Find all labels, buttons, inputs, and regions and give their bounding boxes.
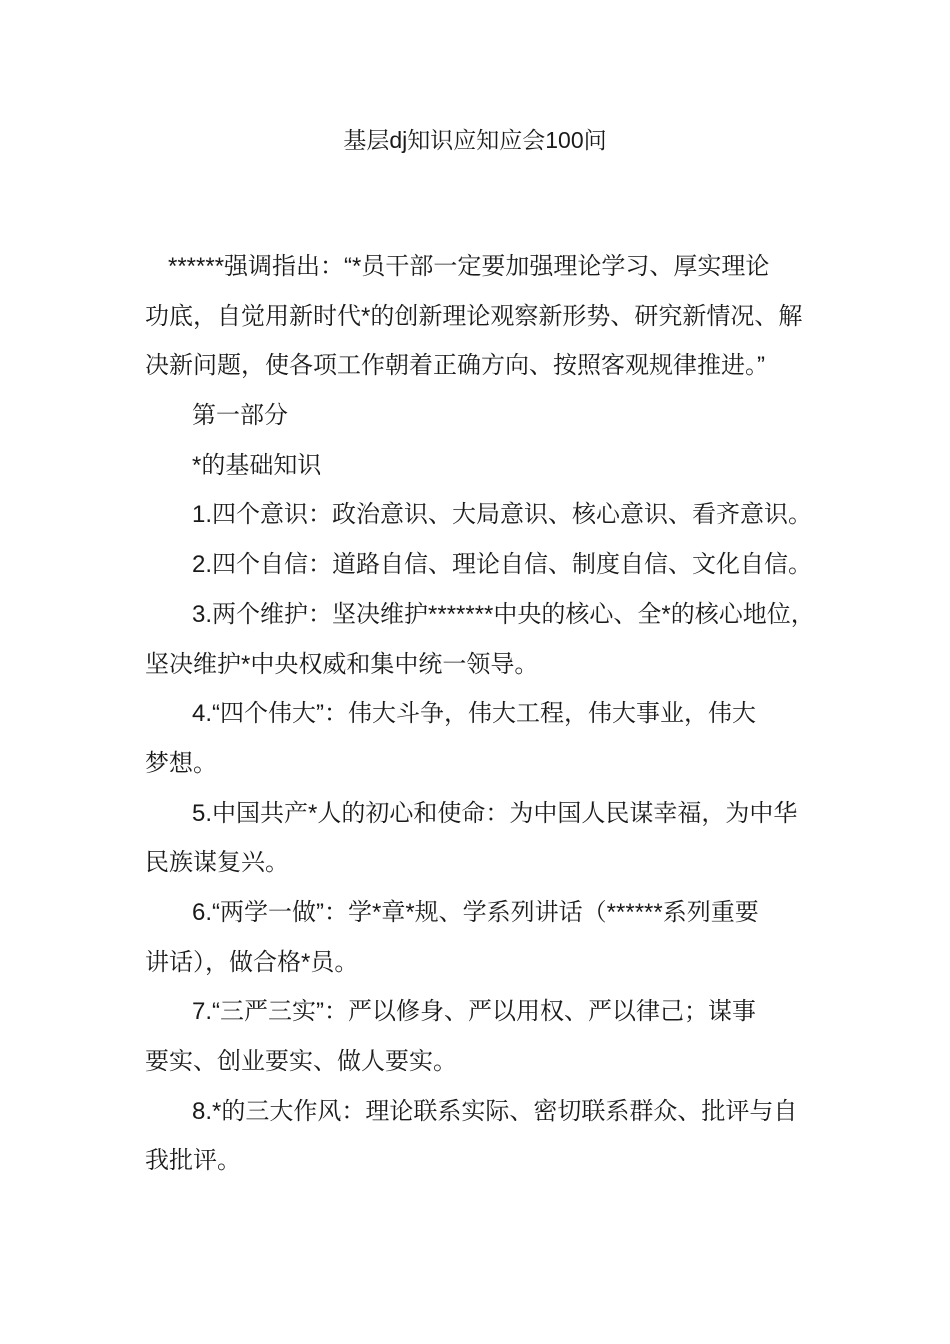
paragraph-line: 6.“两学一做”：学*章*规、学系列讲话（******系列重要	[192, 898, 759, 926]
paragraph	[145, 540, 825, 590]
paragraph	[145, 1087, 825, 1186]
paragraph-line: 2.四个自信：道路自信、理论自信、制度自信、文化自信。	[192, 551, 813, 579]
paragraph-line: 民族谋复兴。	[145, 849, 289, 877]
paragraph-line: 5.中国共产*人的初心和使命：为中国人民谋幸福，为中华	[192, 799, 798, 827]
paragraph-line: 我批评。	[145, 1147, 241, 1175]
paragraph-line: 要实、创业要实、做人要实。	[145, 1048, 457, 1075]
document-body	[145, 242, 825, 1186]
paragraph	[145, 391, 825, 441]
paragraph-line: *的基础知识	[192, 451, 322, 479]
paragraph	[145, 242, 825, 391]
paragraph-line: 第一部分	[192, 402, 288, 430]
paragraph-line: 功底，自觉用新时代*的创新理论观察新形势、研究新情况、解	[145, 302, 803, 330]
paragraph-line: 决新问题，使各项工作朝着正确方向、按照客观规律推进。”	[145, 352, 765, 380]
paragraph	[145, 987, 825, 1086]
paragraph-line: 7.“三严三实”：严以修身、严以用权、严以律己；谋事	[192, 998, 756, 1026]
paragraph	[145, 689, 825, 788]
paragraph-line: 1.四个意识：政治意识、大局意识、核心意识、看齐意识。	[192, 501, 813, 529]
paragraph	[145, 789, 825, 888]
paragraph	[145, 441, 825, 491]
paragraph	[145, 490, 825, 540]
paragraph-line: 4.“四个伟大”：伟大斗争，伟大工程，伟大事业，伟大	[192, 700, 756, 728]
paragraph	[145, 590, 825, 689]
paragraph	[145, 888, 825, 987]
paragraph-line: 梦想。	[145, 749, 217, 777]
document-title: 基层dj知识应知应会100问	[343, 127, 607, 153]
paragraph-line: 3.两个维护：坚决维护*******中央的核心、全*的核心地位，	[192, 600, 815, 628]
paragraph-line: 坚决维护*中央权威和集中统一领导。	[145, 650, 539, 678]
paragraph-line: 讲话），做合格*员。	[145, 948, 359, 976]
paragraph-line: 8.*的三大作风：理论联系实际、密切联系群众、批评与自	[192, 1097, 798, 1125]
paragraph-line: ******强调指出：“*员干部一定要加强理论学习、厚实理论	[168, 253, 770, 280]
